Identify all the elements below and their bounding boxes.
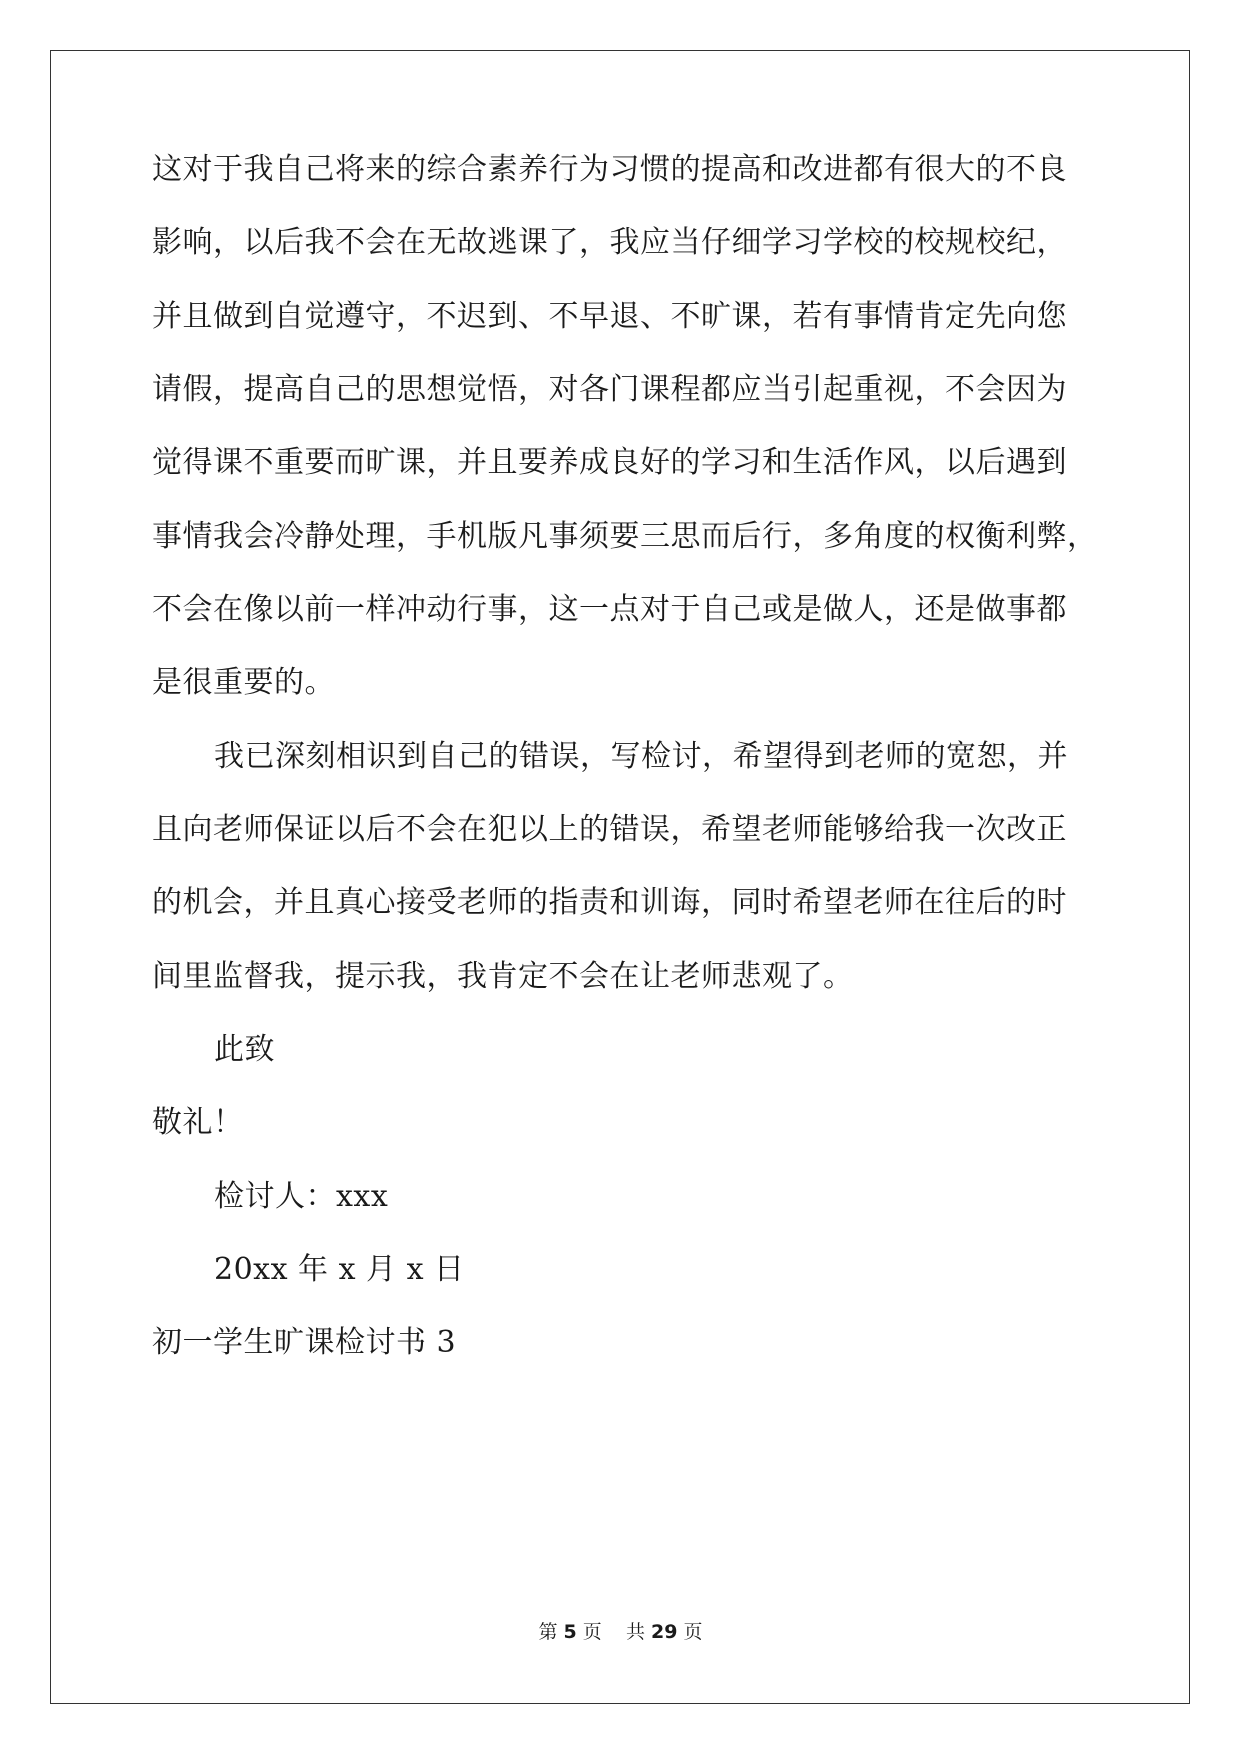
footer-suffix: 页: [677, 1621, 703, 1643]
footer-prefix: 第: [538, 1621, 564, 1643]
body-line: 且向老师保证以后不会在犯以上的错误，希望老师能够给我一次改正: [152, 812, 1067, 847]
signer-text: 检讨人：xxx: [214, 1179, 389, 1214]
body-line: 是很重要的。: [152, 665, 335, 700]
body-line: 间里监督我，提示我，我肯定不会在让老师悲观了。: [152, 959, 854, 994]
body-line: 不会在像以前一样冲动行事，这一点对于自己或是做人，还是做事都: [152, 592, 1067, 627]
page-total: 29: [651, 1621, 678, 1643]
body-line: 这对于我自己将来的综合素养行为习惯的提高和改进都有很大的不良: [152, 152, 1067, 187]
closing-text: 此致: [214, 1032, 275, 1067]
body-line: 的机会，并且真心接受老师的指责和训诲，同时希望老师在往后的时: [152, 885, 1067, 920]
page-number: 5: [563, 1621, 577, 1643]
salute-text: 敬礼！: [152, 1105, 244, 1140]
page-footer: [0, 1620, 1241, 1644]
body-line: 我已深刻相识到自己的错误，写检讨，希望得到老师的宽恕，并: [214, 739, 1068, 774]
body-line: 觉得课不重要而旷课，并且要养成良好的学习和生活作风，以后遇到: [152, 445, 1067, 480]
footer-middle: 页 共: [576, 1621, 652, 1643]
date-text: 20xx 年 x 月 x 日: [214, 1252, 465, 1287]
body-line: 请假，提高自己的思想觉悟，对各门课程都应当引起重视，不会因为: [152, 372, 1067, 407]
next-section-title: 初一学生旷课检讨书 3: [152, 1325, 457, 1360]
body-line: 影响，以后我不会在无故逃课了，我应当仔细学习学校的校规校纪，: [152, 225, 1067, 260]
body-line: 并且做到自觉遵守，不迟到、不早退、不旷课，若有事情肯定先向您: [152, 299, 1067, 334]
body-line: 事情我会冷静处理，手机版凡事须要三思而后行，多角度的权衡利弊，: [152, 519, 1098, 554]
